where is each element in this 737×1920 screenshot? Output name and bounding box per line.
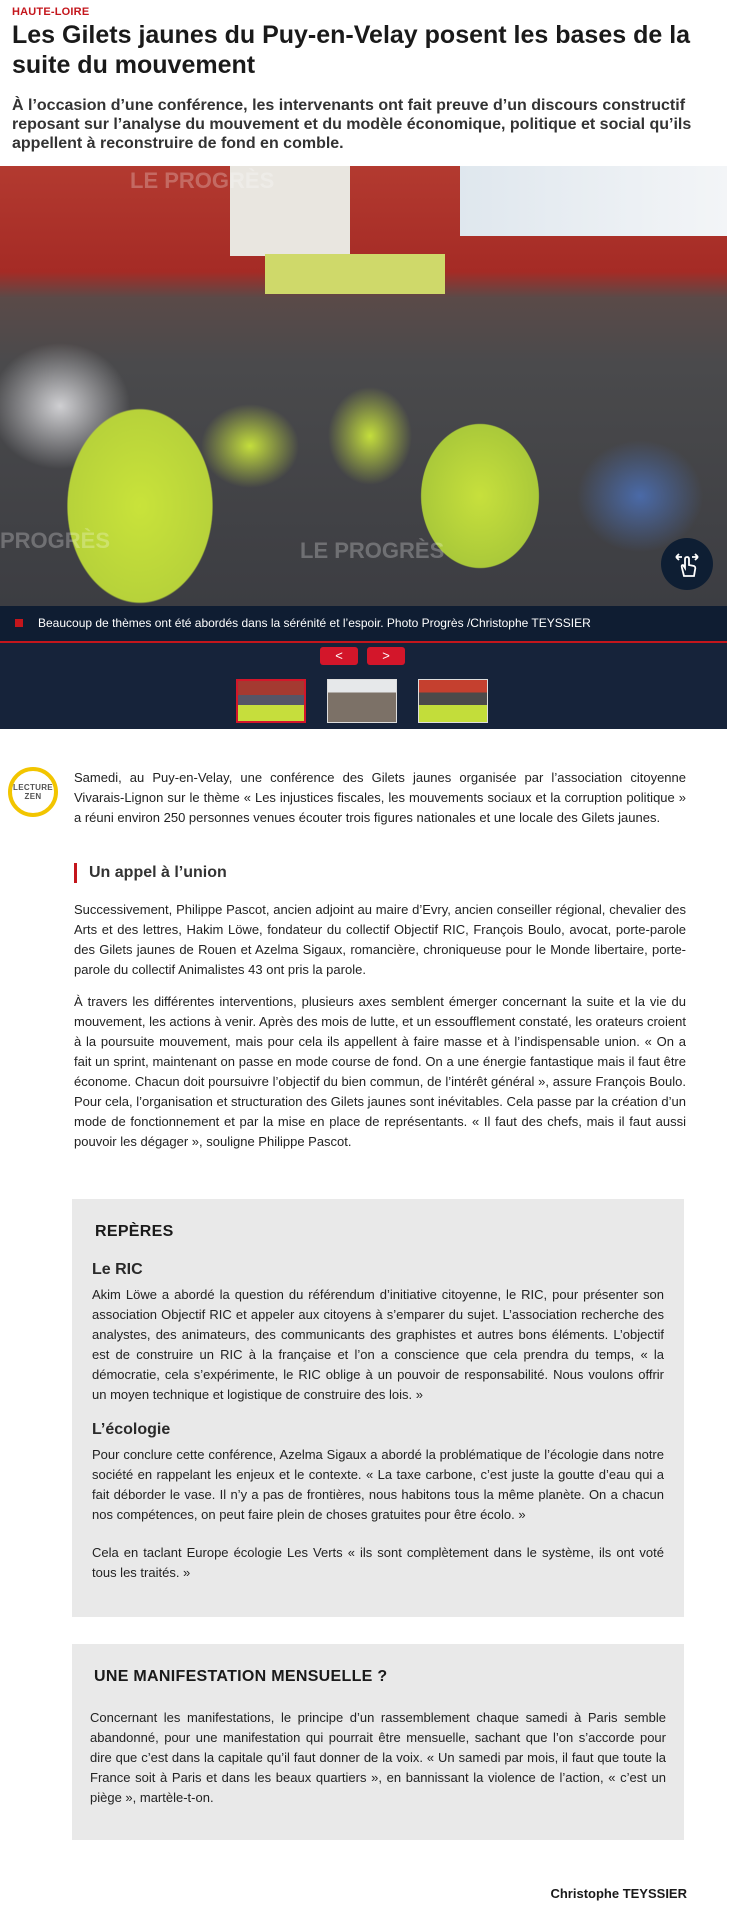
- swipe-hand-glyph: [672, 549, 702, 579]
- photo-caption: Beaucoup de thèmes ont été abordés dans la sérénité et l’espoir. Photo Progrès /Christophe TEYSSIER: [38, 616, 591, 630]
- zen-line-2: ZEN: [24, 792, 42, 801]
- article-author: Christophe TEYSSIER: [550, 1886, 687, 1901]
- photo-gallery: [0, 166, 727, 729]
- manifestation-title: UNE MANIFESTATION MENSUELLE ?: [94, 1668, 388, 1685]
- article-chapo: À l’occasion d’une conférence, les intervenants ont fait preuve d’un discours constructif reposant sur l’analyse du mouvement et du modèle économique, politique et social qu’ils appellent à reconstruire de fond en comble.: [12, 97, 692, 152]
- caption-bar: [0, 606, 727, 643]
- ric-heading: Le RIC: [92, 1261, 143, 1278]
- thumbnail-1[interactable]: [236, 679, 306, 723]
- main-photo[interactable]: [0, 166, 727, 606]
- body-paragraph: À travers les différentes interventions, plusieurs axes semblent émerger concernant la suite et la vie du mouvement, les actions à venir. Après des mois de lutte, et un essoufflement constaté, les orateurs croient à la poursuite mouvement, mais pour cela ils appellent à faire masse et à l’indispensable union. « On a fait un sprint, maintenant on passe en mode course de fond. On a une énergie fantastique mais il faut être économe. Chacun doit poursuivre l’objectif du bien commun, de l’intérêt général », assure François Boulo. Pour cela, l’organisation et structuration des Gilets jaunes sont inévitables. Cela passe par la création d’un mode de fonctionnement et par la mise en place de représentants. « Il faut des chefs, mais il faut aussi pouvoir les dégager », souligne Philippe Pascot.: [74, 994, 686, 1149]
- photo-watermark: PROGRÈS: [0, 528, 111, 553]
- rubrique-label[interactable]: HAUTE-LOIRE: [12, 6, 90, 18]
- photo-window: [460, 166, 727, 236]
- caption-marker: [15, 619, 23, 627]
- article-title: Les Gilets jaunes du Puy-en-Velay posent les bases de la suite du mouvement: [12, 21, 691, 79]
- ecology-heading: L’écologie: [92, 1421, 171, 1438]
- reperes-title: REPÈRES: [95, 1223, 174, 1240]
- manifestation-box: [72, 1644, 684, 1840]
- body-paragraph: Successivement, Philippe Pascot, ancien adjoint au maire d’Evry, ancien conseiller régional, chevalier des Arts et des lettres, Hakim Löwe, fondateur du collectif Objectif RIC, François Boulo, avocat, porte-parole des Gilets jaunes de Rouen et Azelma Sigaux, romancière, chroniqueuse pour le Monde libertaire, porte-parole du collectif Animalistes 43 ont pris la parole.: [74, 902, 686, 977]
- reperes-box: [72, 1199, 684, 1617]
- prev-photo-button[interactable]: <: [320, 647, 358, 665]
- swipe-hand-icon[interactable]: [661, 538, 713, 590]
- thumbnail-3[interactable]: [418, 679, 488, 723]
- ecology-text-2: Cela en taclant Europe écologie Les Verts « ils sont complètement dans le système, ils ont voté tous les traités. »: [92, 1545, 664, 1580]
- section-subhead: Un appel à l’union: [74, 863, 689, 883]
- ric-text: Akim Löwe a abordé la question du référendum d’initiative citoyenne, le RIC, pour présenter son association Objectif RIC et appeler aux citoyens à s’emparer du sujet. L’association recherche des analystes, des animateurs, des communicants des graphistes et autres bons éléments. L’objectif est de construire un RIC à la française et l’on a conscience que cela prendra du temps, « la démocratie, cela s’expérimente, le RIC oblige à un pouvoir de responsabilité. Nous voulons offrir un moyen technique et logistique de construire des lois. »: [92, 1287, 664, 1402]
- ecology-text: Pour conclure cette conférence, Azelma Sigaux a abordé la problématique de l’écologie dans notre société en rappelant les enjeux et le contexte. « La taxe carbone, c’est juste la goutte d’eau qui a fait déborder le vase. Il n’y a pas de frontières, nous habitons tous la même planète. On a chacun nos compétences, on peut faire plein de choses gratuites pour être écolo. »: [92, 1447, 664, 1522]
- manifestation-text: Concernant les manifestations, le principe d’un rassemblement chaque samedi à Paris semble abandonné, pour une manifestation qui pourrait être mensuelle, sachant que l’on s’accorde pour dire que c’est dans la capitale qu’il faut donner de la voix. « Un samedi par mois, il faut que toute la France soit à Paris et dans les beaux quartiers », en bannissant la violence de l’action, « c’est un piège », martèle-t-on.: [90, 1710, 666, 1805]
- body-paragraph: Samedi, au Puy-en-Velay, une conférence des Gilets jaunes organisée par l’association citoyenne Vivarais-Lignon sur le thème « Les injustices fiscales, les mouvements sociaux et la corruption politique » a réuni environ 250 personnes venues écouter trois figures nationales et une locale des Gilets jaunes.: [74, 770, 686, 825]
- photo-table: [265, 254, 445, 294]
- lecture-zen-badge[interactable]: [8, 767, 58, 817]
- thumbnail-2[interactable]: [327, 679, 397, 723]
- photo-watermark: LE PROGRÈS: [130, 168, 275, 193]
- next-photo-button[interactable]: >: [367, 647, 405, 665]
- zen-line-1: LECTURE: [13, 783, 53, 792]
- photo-watermark: LE PROGRÈS: [300, 538, 445, 563]
